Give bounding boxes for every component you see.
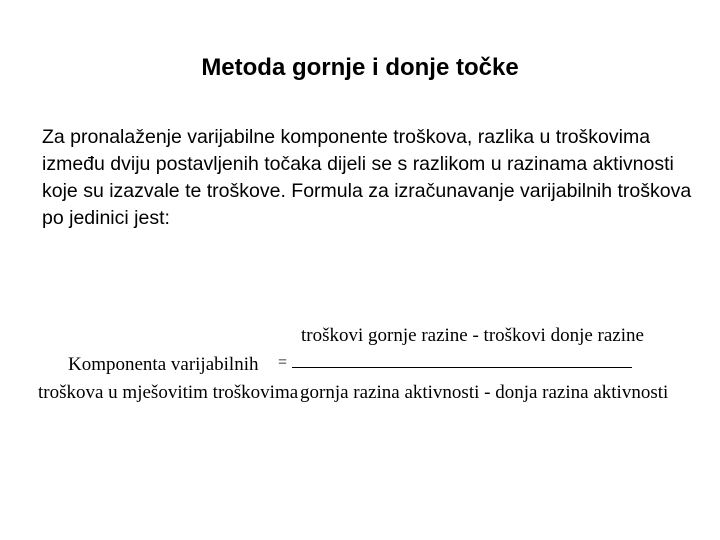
formula-equals-sign: =	[278, 354, 288, 371]
page-title: Metoda gornje i donje točke	[201, 54, 519, 81]
formula-lhs-line2: troškova u mješovitim troškovima	[38, 382, 299, 403]
formula-denominator: gornja razina aktivnosti - donja razina aktivnosti	[300, 382, 669, 403]
formula-lhs-line1: Komponenta varijabilnih	[68, 354, 259, 375]
fraction-bar	[292, 367, 632, 368]
formula-numerator: troškovi gornje razine - troškovi donje razine	[301, 325, 644, 346]
body-paragraph: Za pronalaženje varijabilne komponente troškova, razlika u troškovima između dviju postavljenih točaka dijeli se s razlikom u razinama aktivnosti koje su izazvale te troškove. Formula za izračunavanje varijabilnih troškova po jedinici jest:	[42, 126, 692, 229]
